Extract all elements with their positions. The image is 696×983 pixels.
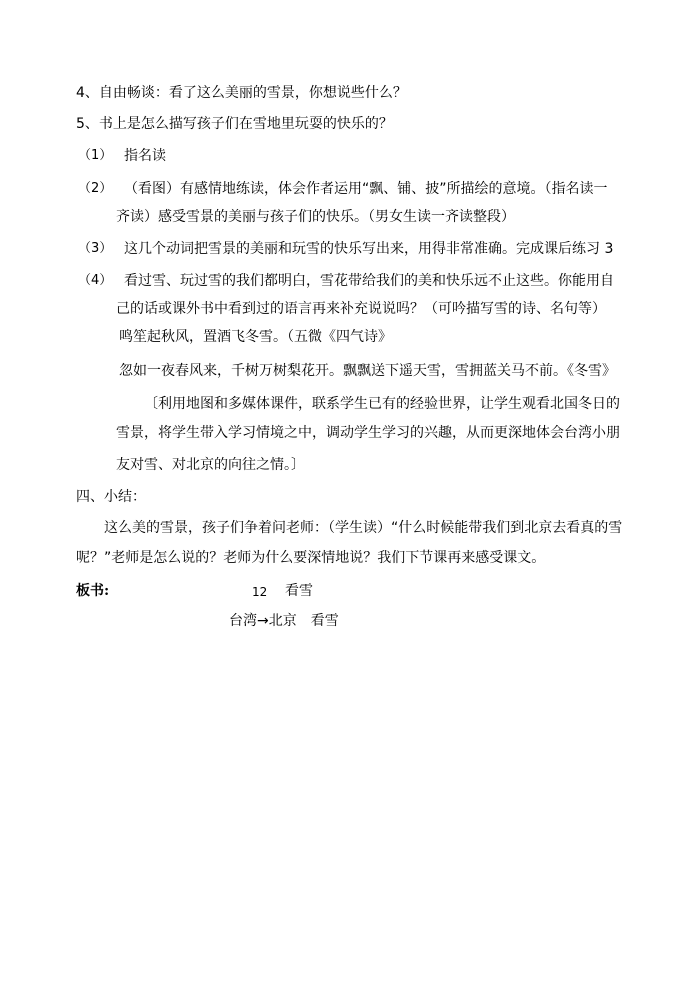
board-lesson-title: 看雪 bbox=[285, 583, 313, 599]
item-1-number: （1） bbox=[78, 148, 113, 163]
note-line-2: 雪景，将学生带入学习情境之中，调动学生学习的兴趣，从而更深地体会台湾小朋 bbox=[116, 425, 620, 441]
summary-line-2: 呢？”老师是怎么说的？老师为什么要深情地说？我们下节课再来感受课文。 bbox=[76, 550, 546, 566]
question-4: 4、自由畅谈：看了这么美丽的雪景，你想说些什么？ bbox=[76, 85, 407, 101]
board-line-2: 台湾→北京 看雪 bbox=[229, 613, 339, 629]
question-5: 5、书上是怎么描写孩子们在雪地里玩耍的快乐的？ bbox=[76, 116, 393, 132]
item-2-line-1: （看图）有感情地练读，体会作者运用“飘、铺、披”所描绘的意境。（指名读一 bbox=[124, 181, 608, 197]
summary-heading: 四、小结： bbox=[76, 489, 146, 505]
item-1-text: 指名读 bbox=[124, 148, 166, 164]
item-4-line-1: 看过雪、玩过雪的我们都明白，雪花带给我们的美和快乐远不止这些。你能用自 bbox=[124, 273, 614, 289]
poem-line-2: 忽如一夜春风来，千树万树梨花开。飘飘送下遥天雪，雪拥蓝关马不前。《冬雪》 bbox=[119, 363, 616, 379]
poem-line-1: 鸣笙起秋风，置酒飞冬雪。（五微《四气诗》 bbox=[119, 329, 392, 345]
item-4-number: （4） bbox=[78, 273, 113, 288]
note-line-1: 〔利用地图和多媒体课件，联系学生已有的经验世界，让学生观看北国冬日的 bbox=[144, 396, 620, 412]
item-2-line-2: 齐读）感受雪景的美丽与孩子们的快乐。（男女生读一齐读整段） bbox=[116, 209, 515, 225]
item-2-number: （2） bbox=[78, 181, 113, 196]
item-3-number: （3） bbox=[78, 241, 113, 256]
summary-line-1: 这么美的雪景，孩子们争着问老师：（学生读）“什么时候能带我们到北京去看真的雪 bbox=[104, 520, 623, 536]
item-3-text: 这几个动词把雪景的美丽和玩雪的快乐写出来，用得非常准确。完成课后练习 3 bbox=[124, 241, 614, 257]
board-label: 板书: bbox=[76, 583, 110, 599]
board-lesson-number: 12 bbox=[252, 585, 268, 599]
note-line-3: 友对雪、对北京的向往之情。〕 bbox=[116, 457, 305, 473]
item-4-line-2: 己的话或课外书中看到过的语言再来补充说说吗？（可吟描写雪的诗、名句等） bbox=[116, 301, 606, 317]
